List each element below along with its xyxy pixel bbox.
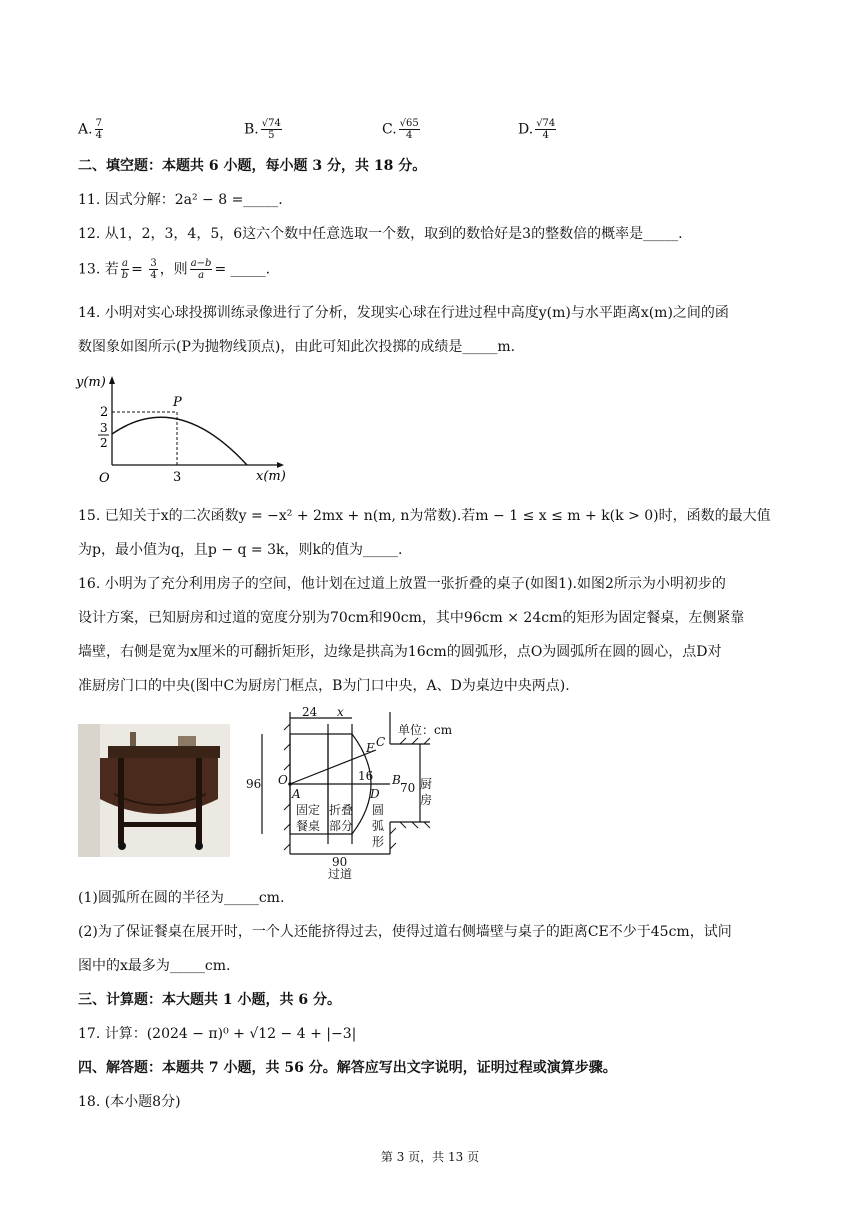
fraction-3-over-4 (149, 258, 157, 281)
label-b: B (392, 773, 401, 787)
origin-label: O (99, 471, 110, 486)
label-kitchen-1: 厨 (420, 777, 433, 791)
y-axis-label: y(m) (76, 375, 106, 390)
label-96: 96 (246, 777, 262, 791)
label-fixed-2: 餐桌 (296, 819, 321, 833)
label-arc-1: 圆 (372, 803, 385, 817)
label-70: 70 (400, 781, 416, 795)
page-footer: 第 3 页，共 13 页 (380, 1150, 480, 1164)
option-fraction (95, 118, 103, 141)
label-fold-2: 部分 (329, 819, 354, 833)
folding-table-photo (78, 724, 230, 857)
numerator: a (121, 258, 128, 269)
denominator: 4 (406, 130, 413, 141)
label-d: D (370, 787, 380, 801)
x-axis-arrow (277, 462, 284, 468)
numerator: 3 (150, 258, 157, 269)
option-letter: A. (78, 121, 93, 138)
label-c: C (376, 735, 386, 749)
denominator: 4 (542, 130, 549, 141)
question-16-line2: 设计方案，已知厨房和过道的宽度分别为70cm和90cm，其中96cm × 24cm的矩形为固定餐桌，左侧紧靠 (78, 610, 745, 626)
label-aisle: 过道 (328, 867, 353, 880)
numerator: √74 (536, 118, 556, 129)
option-fraction (399, 118, 420, 141)
question-15-line2: 为p，最小值为q，且p − q = 3k，则k的值为_____. (78, 542, 403, 558)
denominator: 5 (268, 130, 275, 141)
section-heading-calculation: 三、计算题：本大题共 1 小题，共 6 分。 (78, 992, 341, 1008)
parabola-curve (112, 417, 247, 465)
question-16-line1: 16. 小明为了充分利用房子的空间，他计划在过道上放置一张折叠的桌子(如图1).如图2所示为小明初步的 (78, 576, 726, 592)
question-17: 17. 计算：(2024 − π)⁰ + √12 − 4 + |−3| (78, 1026, 357, 1042)
numerator: 7 (95, 118, 102, 129)
label-90: 90 (332, 855, 348, 869)
vertex-label: P (173, 395, 182, 410)
denominator: 4 (150, 270, 157, 281)
label-fixed-1: 固定 (296, 803, 321, 817)
label-arc-3: 形 (372, 835, 385, 849)
section-heading-fill-blank: 二、填空题：本题共 6 小题，每小题 3 分，共 18 分。 (78, 158, 427, 174)
question-12: 12. 从1，2，3，4，5，6这六个数中任意选取一个数，取到的数恰好是3的整数倍的概率是_____. (78, 226, 683, 242)
table-illustration (78, 724, 230, 857)
y-tick-2: 2 (100, 405, 109, 420)
question-18: 18. (本小题8分) (78, 1094, 181, 1110)
question-16-sub2-line1: (2)为了保证餐桌在展开时，一个人还能挤得过去，使得过道右侧墙壁与桌子的距离CE不少于45cm，试问 (78, 924, 732, 940)
question-16-line3: 墙壁，右侧是宽为x厘米的可翻折矩形，边缘是拱高为16cm的圆弧形，点O为圆弧所在圆的圆心，点D对 (78, 644, 722, 660)
option-b (244, 118, 284, 141)
label-16: 16 (358, 769, 374, 783)
q13-prefix: 13. 若 (78, 261, 119, 278)
section-heading-answer: 四、解答题：本题共 7 小题，共 56 分。解答应写出文字说明，证明过程或演算步骤。 (78, 1060, 617, 1076)
y-tick-frac-den: 2 (100, 436, 108, 450)
label-24: 24 (302, 705, 318, 719)
option-fraction (535, 118, 556, 141)
point-o (288, 782, 292, 786)
option-fraction (261, 118, 282, 141)
question-16-sub2-line2: 图中的x最多为_____cm. (78, 958, 231, 974)
x-tick-3: 3 (173, 470, 182, 485)
fraction-a-minus-b-over-a (190, 258, 213, 281)
question-11: 11. 因式分解：2a² − 8 =_____. (78, 192, 283, 208)
label-fold-1: 折叠 (329, 803, 354, 817)
option-a (78, 118, 105, 141)
question-16-sub1: (1)圆弧所在圆的半径为_____cm. (78, 890, 285, 906)
denominator: b (121, 270, 129, 281)
option-c (382, 118, 422, 141)
q13-then: ，则 (159, 261, 188, 278)
option-letter: B. (244, 121, 259, 138)
question-14-line2: 数图象如图所示(P为抛物线顶点)，由此可知此次投掷的成绩是_____m. (78, 339, 516, 355)
option-letter: C. (382, 121, 397, 138)
fraction-a-over-b (121, 258, 129, 281)
option-d (518, 118, 558, 141)
x-axis-label: x(m) (256, 469, 286, 484)
denominator: a (198, 270, 205, 281)
q13-equals: = (131, 261, 148, 278)
question-15-line1: 15. 已知关于x的二次函数y = −x² + 2mx + n(m, n为常数).若m − 1 ≤ x ≤ m + k(k > 0)时，函数的最大值 (78, 508, 771, 524)
table-design-diagram (240, 704, 470, 880)
label-e: E (366, 741, 375, 755)
denominator: 4 (95, 130, 102, 141)
label-o: O (278, 773, 288, 787)
q13-suffix: = _____. (214, 261, 271, 278)
question-16-line4: 准厨房门口的中央(图中C为厨房门框点，B为门口中央，A、D为桌边中央两点). (78, 678, 570, 694)
y-axis-arrow (109, 376, 115, 384)
numerator: √65 (399, 118, 419, 129)
numerator: a−b (190, 258, 212, 269)
unit-label: 单位：cm (398, 723, 453, 737)
label-arc-2: 弧 (372, 819, 385, 833)
label-a: A (292, 787, 301, 801)
label-kitchen-2: 房 (420, 793, 433, 807)
y-tick-frac-num: 3 (100, 421, 108, 435)
numerator: √74 (261, 118, 281, 129)
question-14-line1: 14. 小明对实心球投掷训练录像进行了分析，发现实心球在行进过程中高度y(m)与水平距离x(m)之间的函 (78, 305, 729, 321)
option-letter: D. (518, 121, 534, 138)
parabola-graph (72, 370, 312, 490)
question-13 (78, 258, 270, 281)
label-x: x (337, 705, 344, 719)
